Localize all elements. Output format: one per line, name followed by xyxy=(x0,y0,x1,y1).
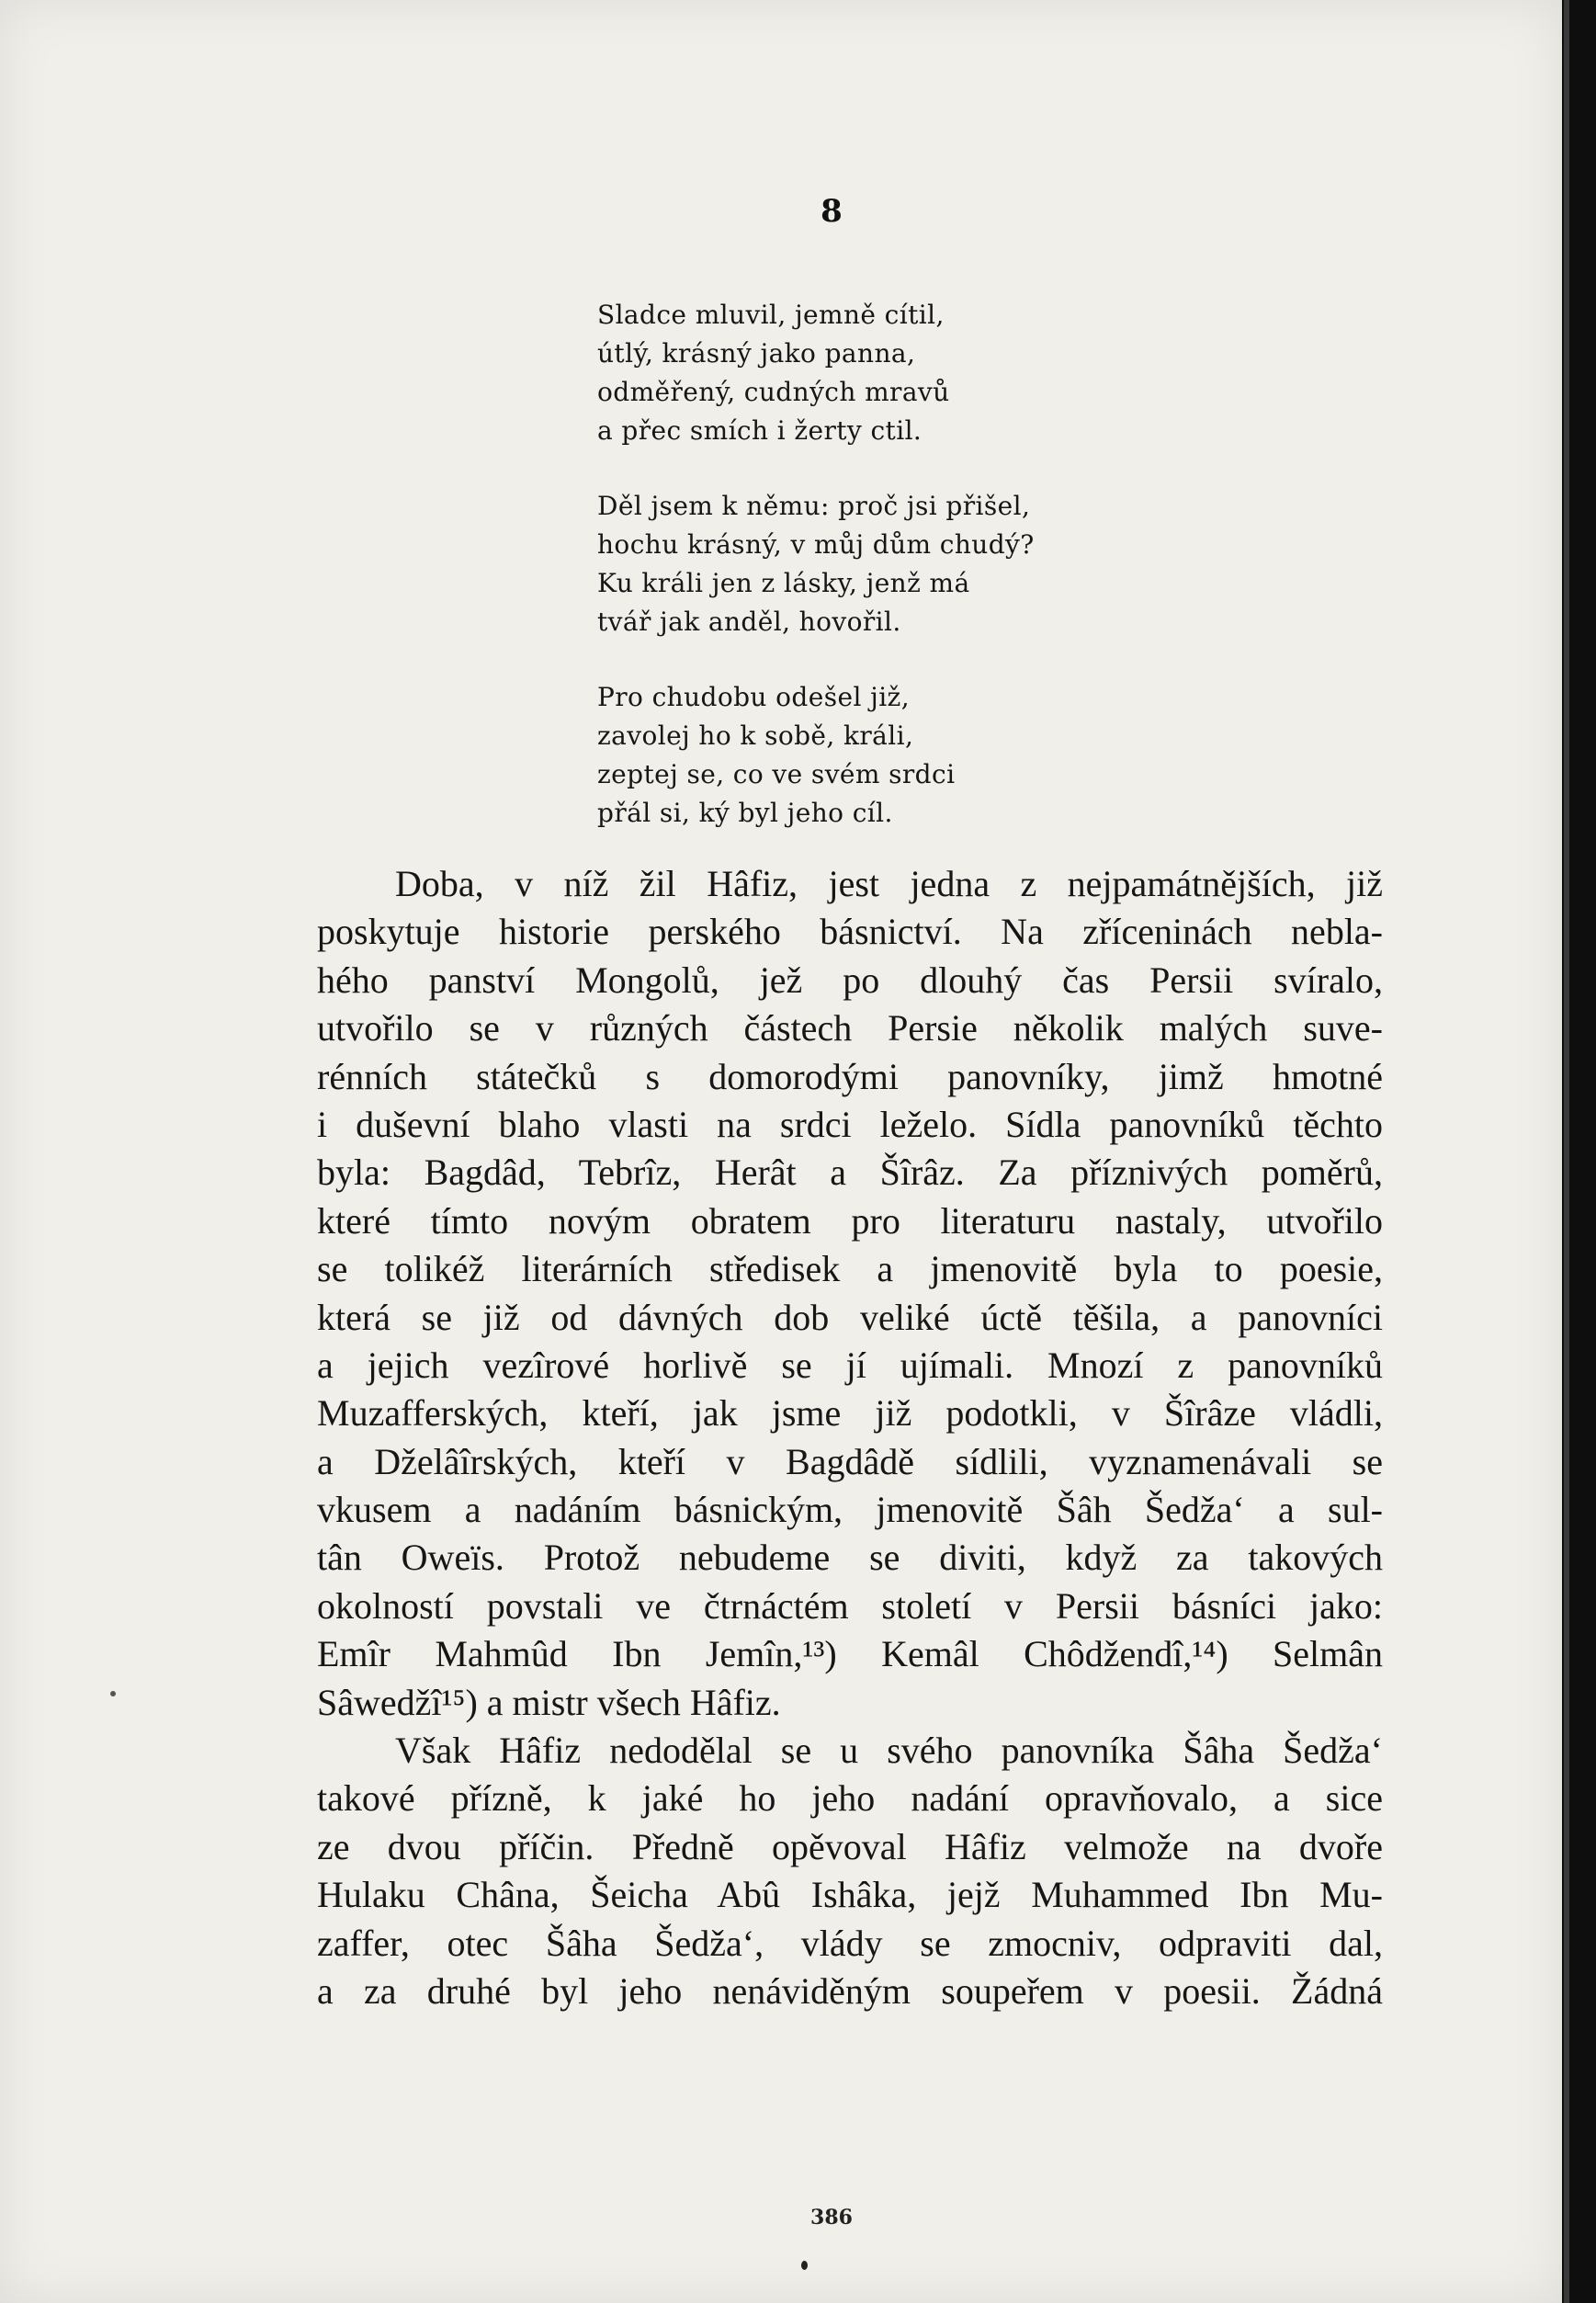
poem-verse: Děl jsem k němu: proč jsi přišel, xyxy=(597,491,1031,521)
prose-line: a za druhé byl jeho nenáviděným soupeřem v poesii. Žádná xyxy=(317,1969,1383,2012)
prose-line: tân Oweïs. Protož nebudeme se diviti, když za takových xyxy=(317,1537,1383,1579)
prose-line: vkusem a nadáním básnickým, jmenovitě Šâh Šedža‘ a sul- xyxy=(317,1489,1383,1531)
book-spine-edge xyxy=(1562,0,1596,2303)
poem-verse: hochu krásný, v můj dům chudý? xyxy=(597,529,1035,560)
prose-line: takové přízně, k jaké ho jeho nadání opravňovalo, a sice xyxy=(317,1777,1383,1820)
poem-stanza xyxy=(597,487,1194,641)
prose-line: byla: Bagdâd, Tebrîz, Herât a Šîrâz. Za příznivých poměrů, xyxy=(317,1152,1383,1194)
prose-line: okolností povstali ve čtrnáctém století v Persii básníci jako: xyxy=(317,1584,1383,1627)
prose-line: poskytuje historie perského básnictví. Na zříceninách nebla- xyxy=(317,911,1383,953)
poem-verse: útlý, krásný jako panna, xyxy=(597,338,916,369)
poem-verse: Sladce mluvil, jemně cítil, xyxy=(597,300,945,330)
prose-line: se tolikéž literárních středisek a jmenovitě byla to poesie, xyxy=(317,1248,1383,1290)
poem-verse: zavolej ho k sobě, králi, xyxy=(597,720,914,751)
prose-line: které tímto novým obratem pro literaturu nastaly, utvořilo xyxy=(317,1199,1383,1242)
page-edge-shadow xyxy=(1564,0,1569,2303)
prose-line: Muzafferských, kteří, jak jsme již podotkli, v Šîrâze vládli, xyxy=(317,1392,1383,1435)
ink-dot xyxy=(801,2261,808,2270)
prose-text xyxy=(317,860,1383,2015)
poem-verse: zeptej se, co ve svém srdci xyxy=(597,759,956,789)
prose-line: zaffer, otec Šâha Šedža‘, vlády se zmocniv, odpraviti dal, xyxy=(317,1922,1383,1964)
poem xyxy=(597,296,1194,869)
poem-verse: přál si, ký byl jeho cíl. xyxy=(597,798,893,828)
poem-stanza xyxy=(597,296,1194,450)
prose-line: Sâwedžî¹⁵) a mistr všech Hâfiz. xyxy=(317,1681,781,1723)
prose-line: ze dvou příčin. Předně opěvoval Hâfiz velmože na dvoře xyxy=(317,1825,1383,1867)
poem-verse: odměřený, cudných mravů xyxy=(597,377,950,407)
paper-speck xyxy=(110,1691,116,1696)
prose-paragraph xyxy=(317,860,1383,1727)
prose-line: která se již od dávných dob veliké úctě těšila, a panovníci xyxy=(317,1296,1383,1338)
prose-line: rénních státečků s domorodými panovníky, jimž hmotné xyxy=(317,1055,1383,1097)
prose-line: Však Hâfiz nedodělal se u svého panovníka Šâha Šedža‘ xyxy=(395,1730,1383,1772)
poem-verse: Ku králi jen z lásky, jenž má xyxy=(597,568,970,598)
prose-line: Hulaku Châna, Šeicha Abû Ishâka, jejž Muhammed Ibn Mu- xyxy=(317,1874,1383,1916)
printer-signature-mark: 386 xyxy=(810,2206,853,2229)
prose-line: hého panství Mongolů, jež po dlouhý čas Persii svíralo, xyxy=(317,959,1383,1001)
prose-line: utvořilo se v různých částech Persie několik malých suve- xyxy=(317,1007,1383,1049)
prose-line: i duševní blaho vlasti na srdci leželo. Sídla panovníků těchto xyxy=(317,1103,1383,1145)
poem-verse: tvář jak anděl, hovořil. xyxy=(597,607,901,637)
page-number: 8 xyxy=(821,193,843,230)
poem-verse: Pro chudobu odešel již, xyxy=(597,682,911,712)
prose-line: Emîr Mahmûd Ibn Jemîn,¹³) Kemâl Chôdžendî,¹⁴) Selmân xyxy=(317,1633,1383,1675)
poem-verse: a přec smích i žerty ctil. xyxy=(597,415,923,446)
poem-stanza xyxy=(597,678,1194,833)
prose-line: a Dželâîrských, kteří v Bagdâdě sídlili, vyznamenávali se xyxy=(317,1440,1383,1482)
prose-line: a jejich vezîrové horlivě se jí ujímali. Mnozí z panovníků xyxy=(317,1344,1383,1386)
prose-line: Doba, v níž žil Hâfiz, jest jedna z nejpamátnějších, již xyxy=(395,863,1383,904)
prose-paragraph xyxy=(317,1727,1383,2015)
